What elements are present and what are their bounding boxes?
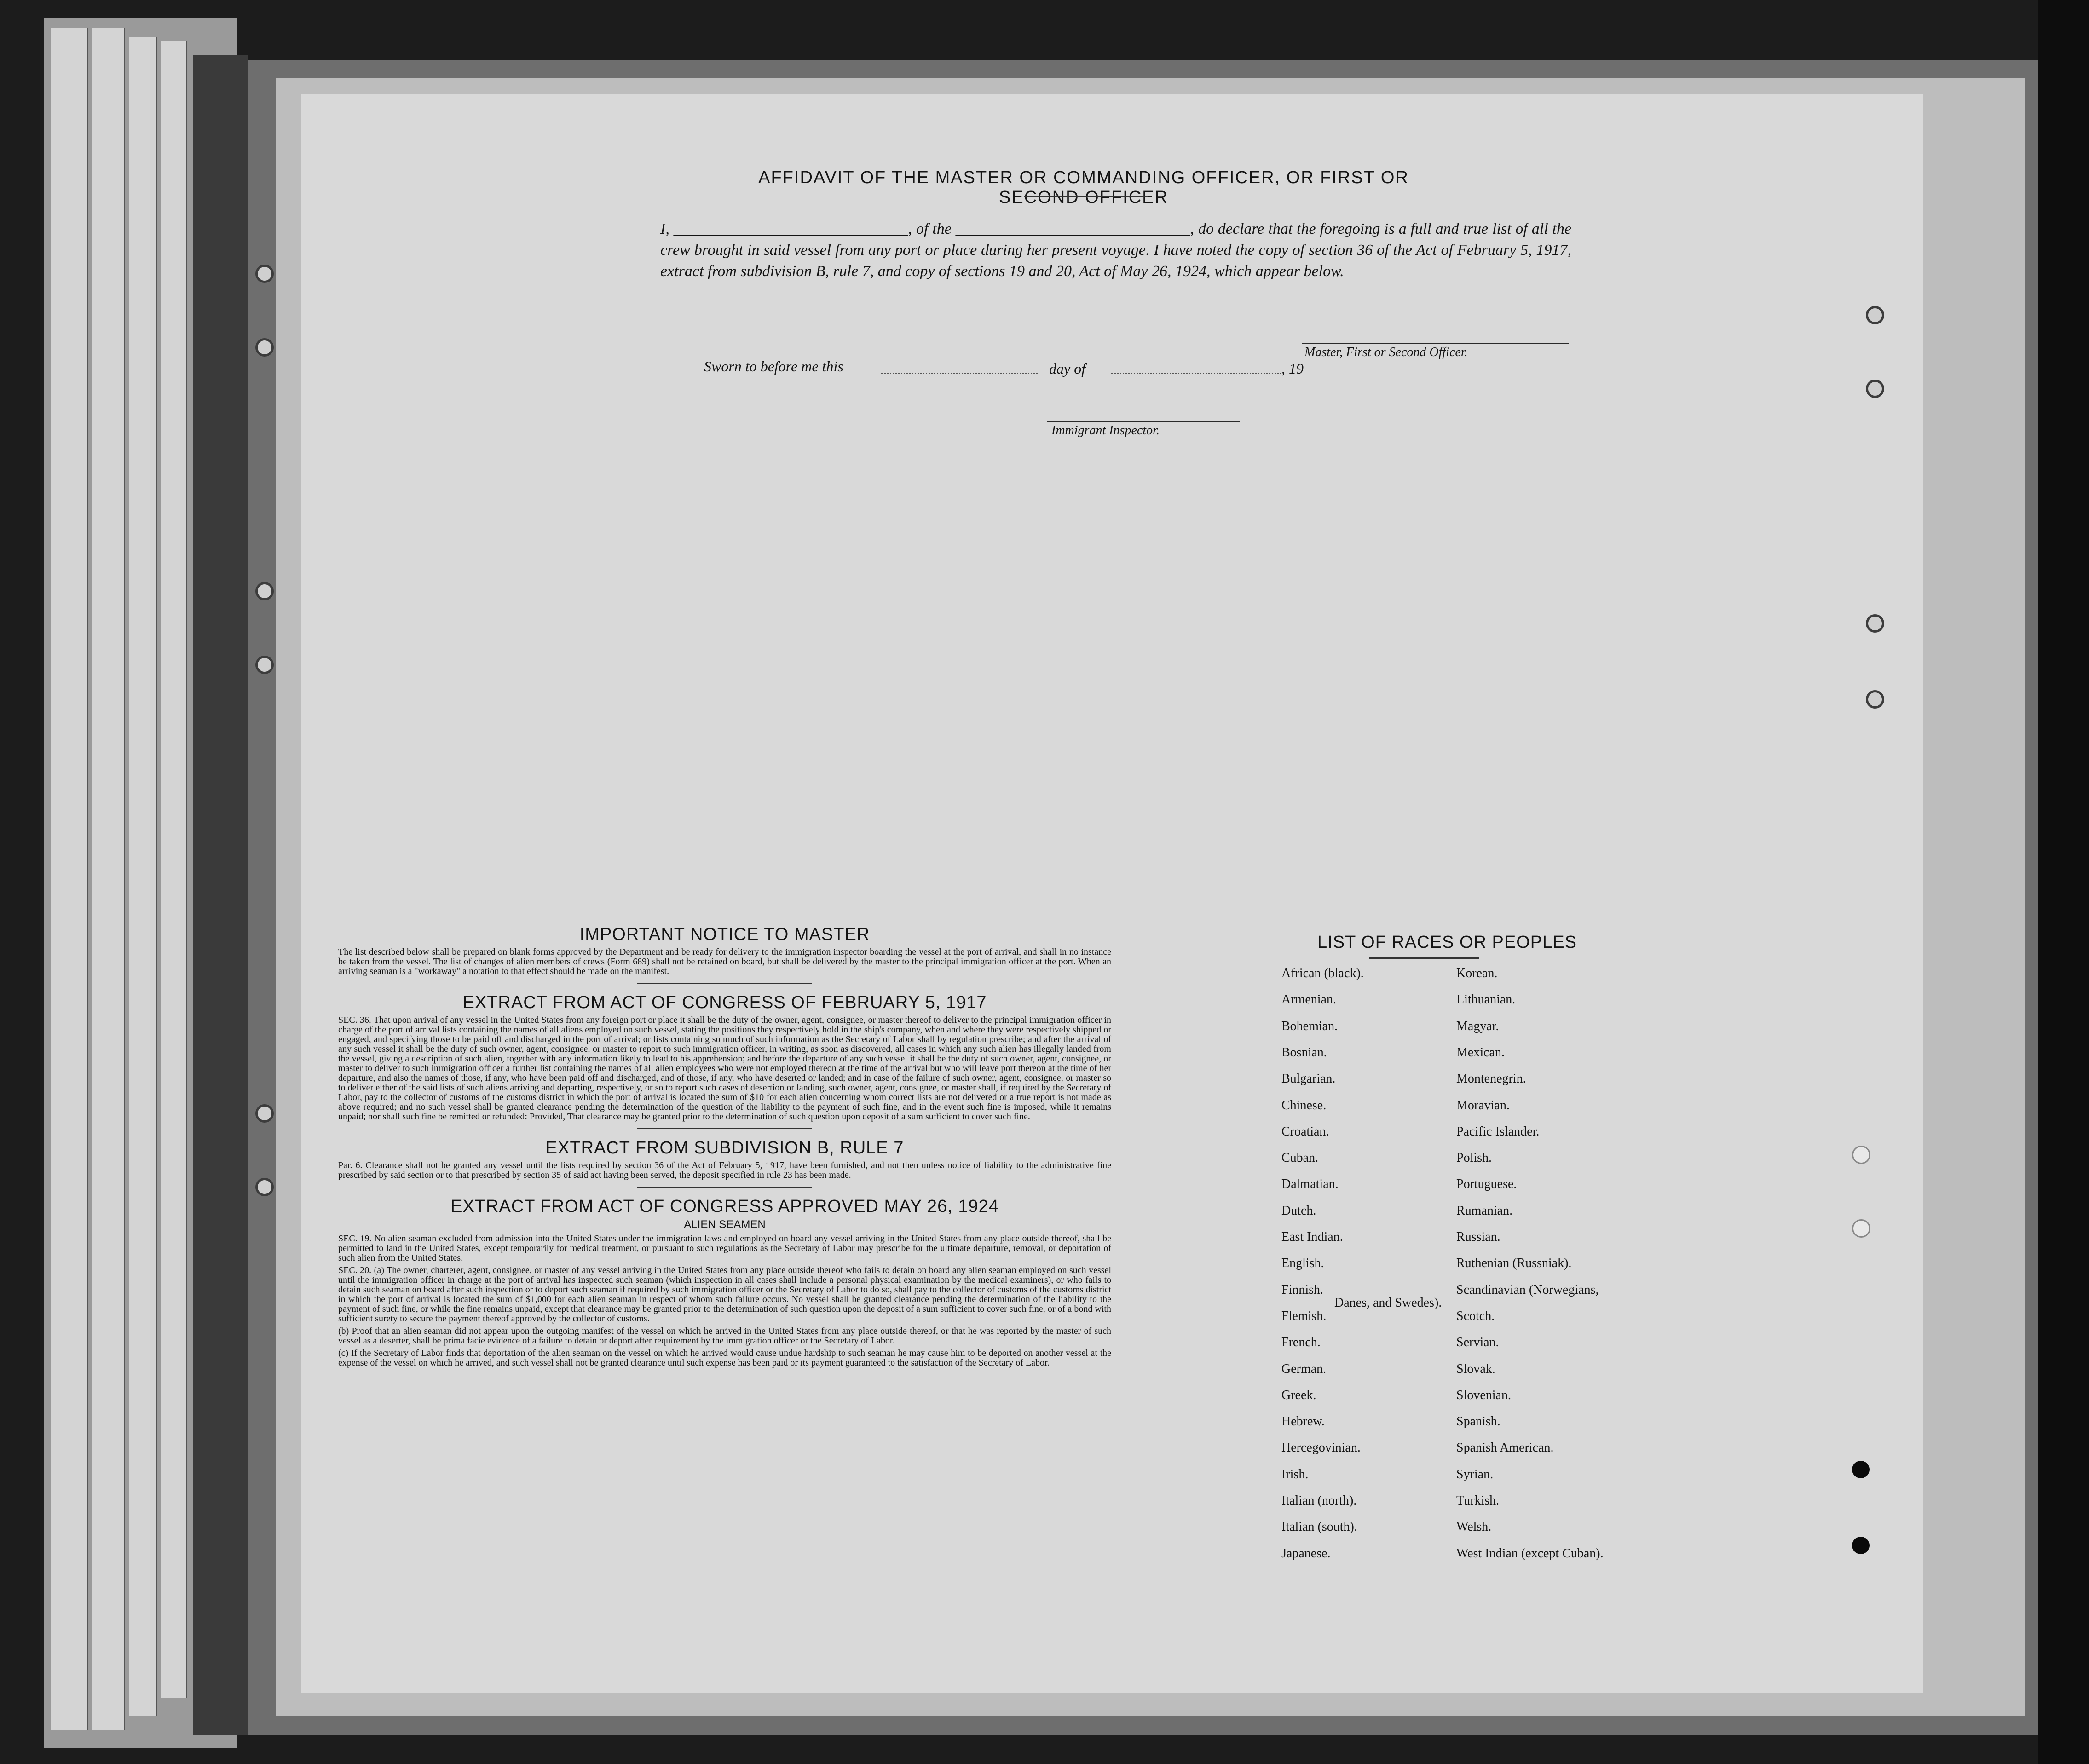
race-item: Montenegrin. [1456,1072,1526,1086]
race-item: Magyar. [1456,1019,1499,1033]
race-item: Russian. [1456,1230,1500,1244]
race-item: Polish. [1456,1151,1492,1165]
page-edge-strip [161,41,187,1698]
punch-hole [255,582,274,600]
race-item: Bosnian. [1281,1045,1327,1060]
race-item: Lithuanian. [1456,992,1516,1007]
race-item: West Indian (except Cuban). [1456,1546,1604,1561]
race-item: Flemish. [1281,1309,1327,1323]
day-blank [881,373,1038,374]
affidavit-title: AFFIDAVIT OF THE MASTER OR COMMANDING OFFICER, OR FIRST OR SECOND OFFICER [758,168,1409,207]
race-item: Rumanian. [1456,1204,1513,1218]
page-edge-strip [51,28,88,1730]
master-signature-label: Master, First or Second Officer. [1304,345,1468,359]
races-title: LIST OF RACES OR PEOPLES [1317,933,1577,952]
punch-hole [1866,690,1884,709]
punch-hole [1852,1461,1870,1478]
race-item: Bulgarian. [1281,1072,1336,1086]
race-item: Dutch. [1281,1204,1316,1218]
race-item: Syrian. [1456,1467,1494,1482]
race-item: Scandinavian (Norwegians, [1456,1283,1599,1297]
affidavit-declaration: I, ______________________________, of the ______________________________, do declare that the foregoing is a full and true list of all the crew brought in said vessel from any port or place during her present voyage. I have noted the copy of section 36 of the Act of February 5, 1917, extract from subdivision B, rule 7, and copy of sections 19 and 20, Act of May 26, 1924, which appear below. [660,220,1571,280]
race-item: Dalmatian. [1281,1177,1339,1191]
extract-1917-text: SEC. 36. That upon arrival of any vessel in the United States from any foreign port or place it shall be the duty of the owner, agent, consignee, or master thereof to deliver to the principal immigration officer in charge of the port of arrival lists containing the names of all aliens employed on such vessel, stating the positions they respectively hold in the ship's company, when and where they were respectively shipped or engaged, and specifying those to be paid off and discharged in the port of arrival; or lists containing so much of such information as the Secretary of Labor shall by regulation prescribe; and after the arrival of any such vessel it shall be the duty of such owner, agent, consignee, or master to report to such immigration officer, in writing, as soon as discovered, all cases in which any such alien has illegally landed from the vessel, giving a description of such alien, together with any information likely to lead to his apprehension; and before the departure of any such vessel it shall be the duty of such owner, agent, consignee, or master to deliver to such immigration officer a further list containing the names of all alien employees who were not employed thereon at the time of the arrival but who will leave port thereon at the time of her departure, and also the names of those, if any, who have been paid off and discharged, and of those, if any, who have deserted or landed; and in case of the failure of such owner, agent, consignee, or master so to deliver either of the said lists of such aliens arriving and departing, respectively, or so to report such cases of desertion or landing, such owner, agent, consignee, or master shall, if required by the Secretary of Labor, pay to the collector of customs of the customs district in which the port of arrival is located the sum of $10 for each alien concerning whom correct lists are not delivered or a true report is not made as above required; and no such vessel shall be granted clearance pending the determination of the question of the liability to the payment of such fine, and in the event such fine is imposed, while it remains unpaid; nor shall such fine be remitted or refunded: Provided, That clearance may be granted prior to the determination of such question upon deposit of a sum sufficient to cover such fine. [338,1015,1111,1122]
race-item: Ruthenian (Russniak). [1456,1256,1572,1270]
race-item: Mexican. [1456,1045,1505,1060]
extract-1924-title: EXTRACT FROM ACT OF CONGRESS APPROVED MAY 26, 1924 [450,1197,999,1216]
race-item: Finnish. [1281,1283,1324,1297]
year-label: , 19 [1281,360,1304,377]
day-of-label: day of [1049,360,1086,377]
sworn-label: Sworn to before me this [704,358,843,375]
race-item: Armenian. [1281,992,1336,1007]
extract-1924-sec20a: SEC. 20. (a) The owner, charterer, agent, consignee, or master of any vessel arriving in the United States from any place outside thereof who fails to detain on board any alien seaman employed on such vessel until the immigration officer in charge at the port of arrival has inspected such seaman (which inspection in all cases shall include a personal physical examination by the medical examiners), or who fails to detain such seaman on board after such inspection or to deport such seaman if required by such immigration officer or the Secretary of Labor to do so, shall pay to the collector of customs of the customs district in which the port of arrival is located the sum of $1,000 for each alien seaman in respect of whom such failure occurs. No vessel shall be granted clearance pending the determination of the liability to the payment of such fine, or while the fine remains unpaid, except that clearance may be granted prior to the determination of such question upon the deposit of a sum sufficient to cover such fine, or of a bond with sufficient surety to secure the payment thereof approved by the collector of customs. [338,1265,1111,1324]
extract-1924-sec20c: (c) If the Secretary of Labor finds that deportation of the alien seaman on the vessel on which he arrived would cause undue hardship to such seaman he may cause him to be deported on another vessel at the expense of the vessel on which he arrived, and such vessel shall not be granted clearance until such expense has been paid or its payment guaranteed to the satisfaction of the Secretary of Labor. [338,1348,1111,1368]
race-item: Chinese. [1281,1098,1327,1113]
race-item: Bohemian. [1281,1019,1338,1033]
document-page [301,94,1923,1693]
race-item: Scotch. [1456,1309,1495,1323]
punch-hole [255,1104,274,1123]
race-item: Portuguese. [1456,1177,1517,1191]
race-item: Welsh. [1456,1520,1492,1534]
race-item: Italian (north). [1281,1493,1357,1508]
race-item: Pacific Islander. [1456,1124,1540,1139]
punch-hole [1852,1146,1870,1164]
punch-hole [1852,1537,1870,1554]
extract-rule7-title: EXTRACT FROM SUBDIVISION B, RULE 7 [545,1138,904,1158]
binder-spine [193,55,248,1735]
inspector-label: Immigrant Inspector. [1051,423,1160,438]
races-title-rule [1369,957,1479,959]
race-item: Spanish American. [1456,1441,1554,1455]
race-item: Hebrew. [1281,1414,1325,1429]
race-item: Hercegovinian. [1281,1441,1361,1455]
extract-rule7-text: Par. 6. Clearance shall not be granted any vessel until the lists required by section 36 of the Act of February 5, 1917, have been furnished, and not then unless notice of liability to the administrative fine prescribed by said section or to that prescribed by section 35 of said act having been served, the deposit specified in rule 23 has been made. [338,1160,1111,1180]
section-divider [637,1128,812,1129]
master-signature-line [1302,343,1569,344]
race-item: Spanish. [1456,1414,1500,1429]
race-item: Turkish. [1456,1493,1500,1508]
page-edge-strip [92,28,125,1730]
race-item: Cuban. [1281,1151,1319,1165]
race-item: Croatian. [1281,1124,1329,1139]
extract-1924-sec19: SEC. 19. No alien seaman excluded from admission into the United States under the immigration laws and employed on board any vessel arriving in the United States from any place outside thereof, shall be permitted to land in the United States, except temporarily for medical treatment, or pursuant to such regulations as the Secretary of Labor may prescribe for the ultimate departure, removal, or deportation of such alien from the United States. [338,1234,1111,1263]
punch-hole [1852,1219,1870,1238]
section-divider [637,1187,812,1188]
race-item: Korean. [1456,966,1498,980]
race-item: Servian. [1456,1335,1499,1349]
punch-hole [255,1178,274,1196]
race-item: French. [1281,1335,1321,1349]
dark-border [2038,0,2089,1764]
race-item: German. [1281,1362,1327,1376]
race-item: Irish. [1281,1467,1309,1482]
race-item: Slovenian. [1456,1388,1511,1402]
race-item: Greek. [1281,1388,1316,1402]
notice-column [338,925,1111,1368]
race-item: Slovak. [1456,1362,1495,1376]
extract-1924-subtitle: ALIEN SEAMEN [684,1218,766,1231]
race-item: East Indian. [1281,1230,1343,1244]
extract-1917-title: EXTRACT FROM ACT OF CONGRESS OF FEBRUARY 5, 1917 [462,993,987,1012]
punch-hole [255,338,274,357]
page-edge-strip [129,37,157,1716]
month-blank [1111,373,1281,374]
notice-title: IMPORTANT NOTICE TO MASTER [579,925,870,944]
punch-hole [255,265,274,283]
inspector-signature-line [1047,421,1240,422]
race-item: English. [1281,1256,1324,1270]
race-item: Japanese. [1281,1546,1331,1561]
punch-hole [1866,380,1884,398]
punch-hole [1866,306,1884,324]
section-divider [637,983,812,984]
race-item: Italian (south). [1281,1520,1357,1534]
race-item: African (black). [1281,966,1364,980]
race-item: Moravian. [1456,1098,1510,1113]
race-item: Danes, and Swedes). [1334,1296,1442,1310]
notice-text: The list described below shall be prepared on blank forms approved by the Department and be ready for delivery to the immigration inspector boarding the vessel at the port of arrival, and shall in no instance be taken from the vessel. The list of changes of alien members of crews (Form 689) shall not be retained on board, but shall be delivered by the master to the principal immigration officer at the port. When an arriving seaman is a "workaway" a notation to that effect should be made on the manifest. [338,947,1111,976]
punch-hole [1866,614,1884,633]
title-rule [1024,196,1148,197]
extract-1924-sec20b: (b) Proof that an alien seaman did not appear upon the outgoing manifest of the vessel on which he arrived in the United States from any place outside thereof, or that he was reported by the master of such vessel as a deserter, shall be prima facie evidence of a failure to detain or deport after requirement by the immigration officer or the Secretary of Labor. [338,1326,1111,1346]
punch-hole [255,656,274,674]
